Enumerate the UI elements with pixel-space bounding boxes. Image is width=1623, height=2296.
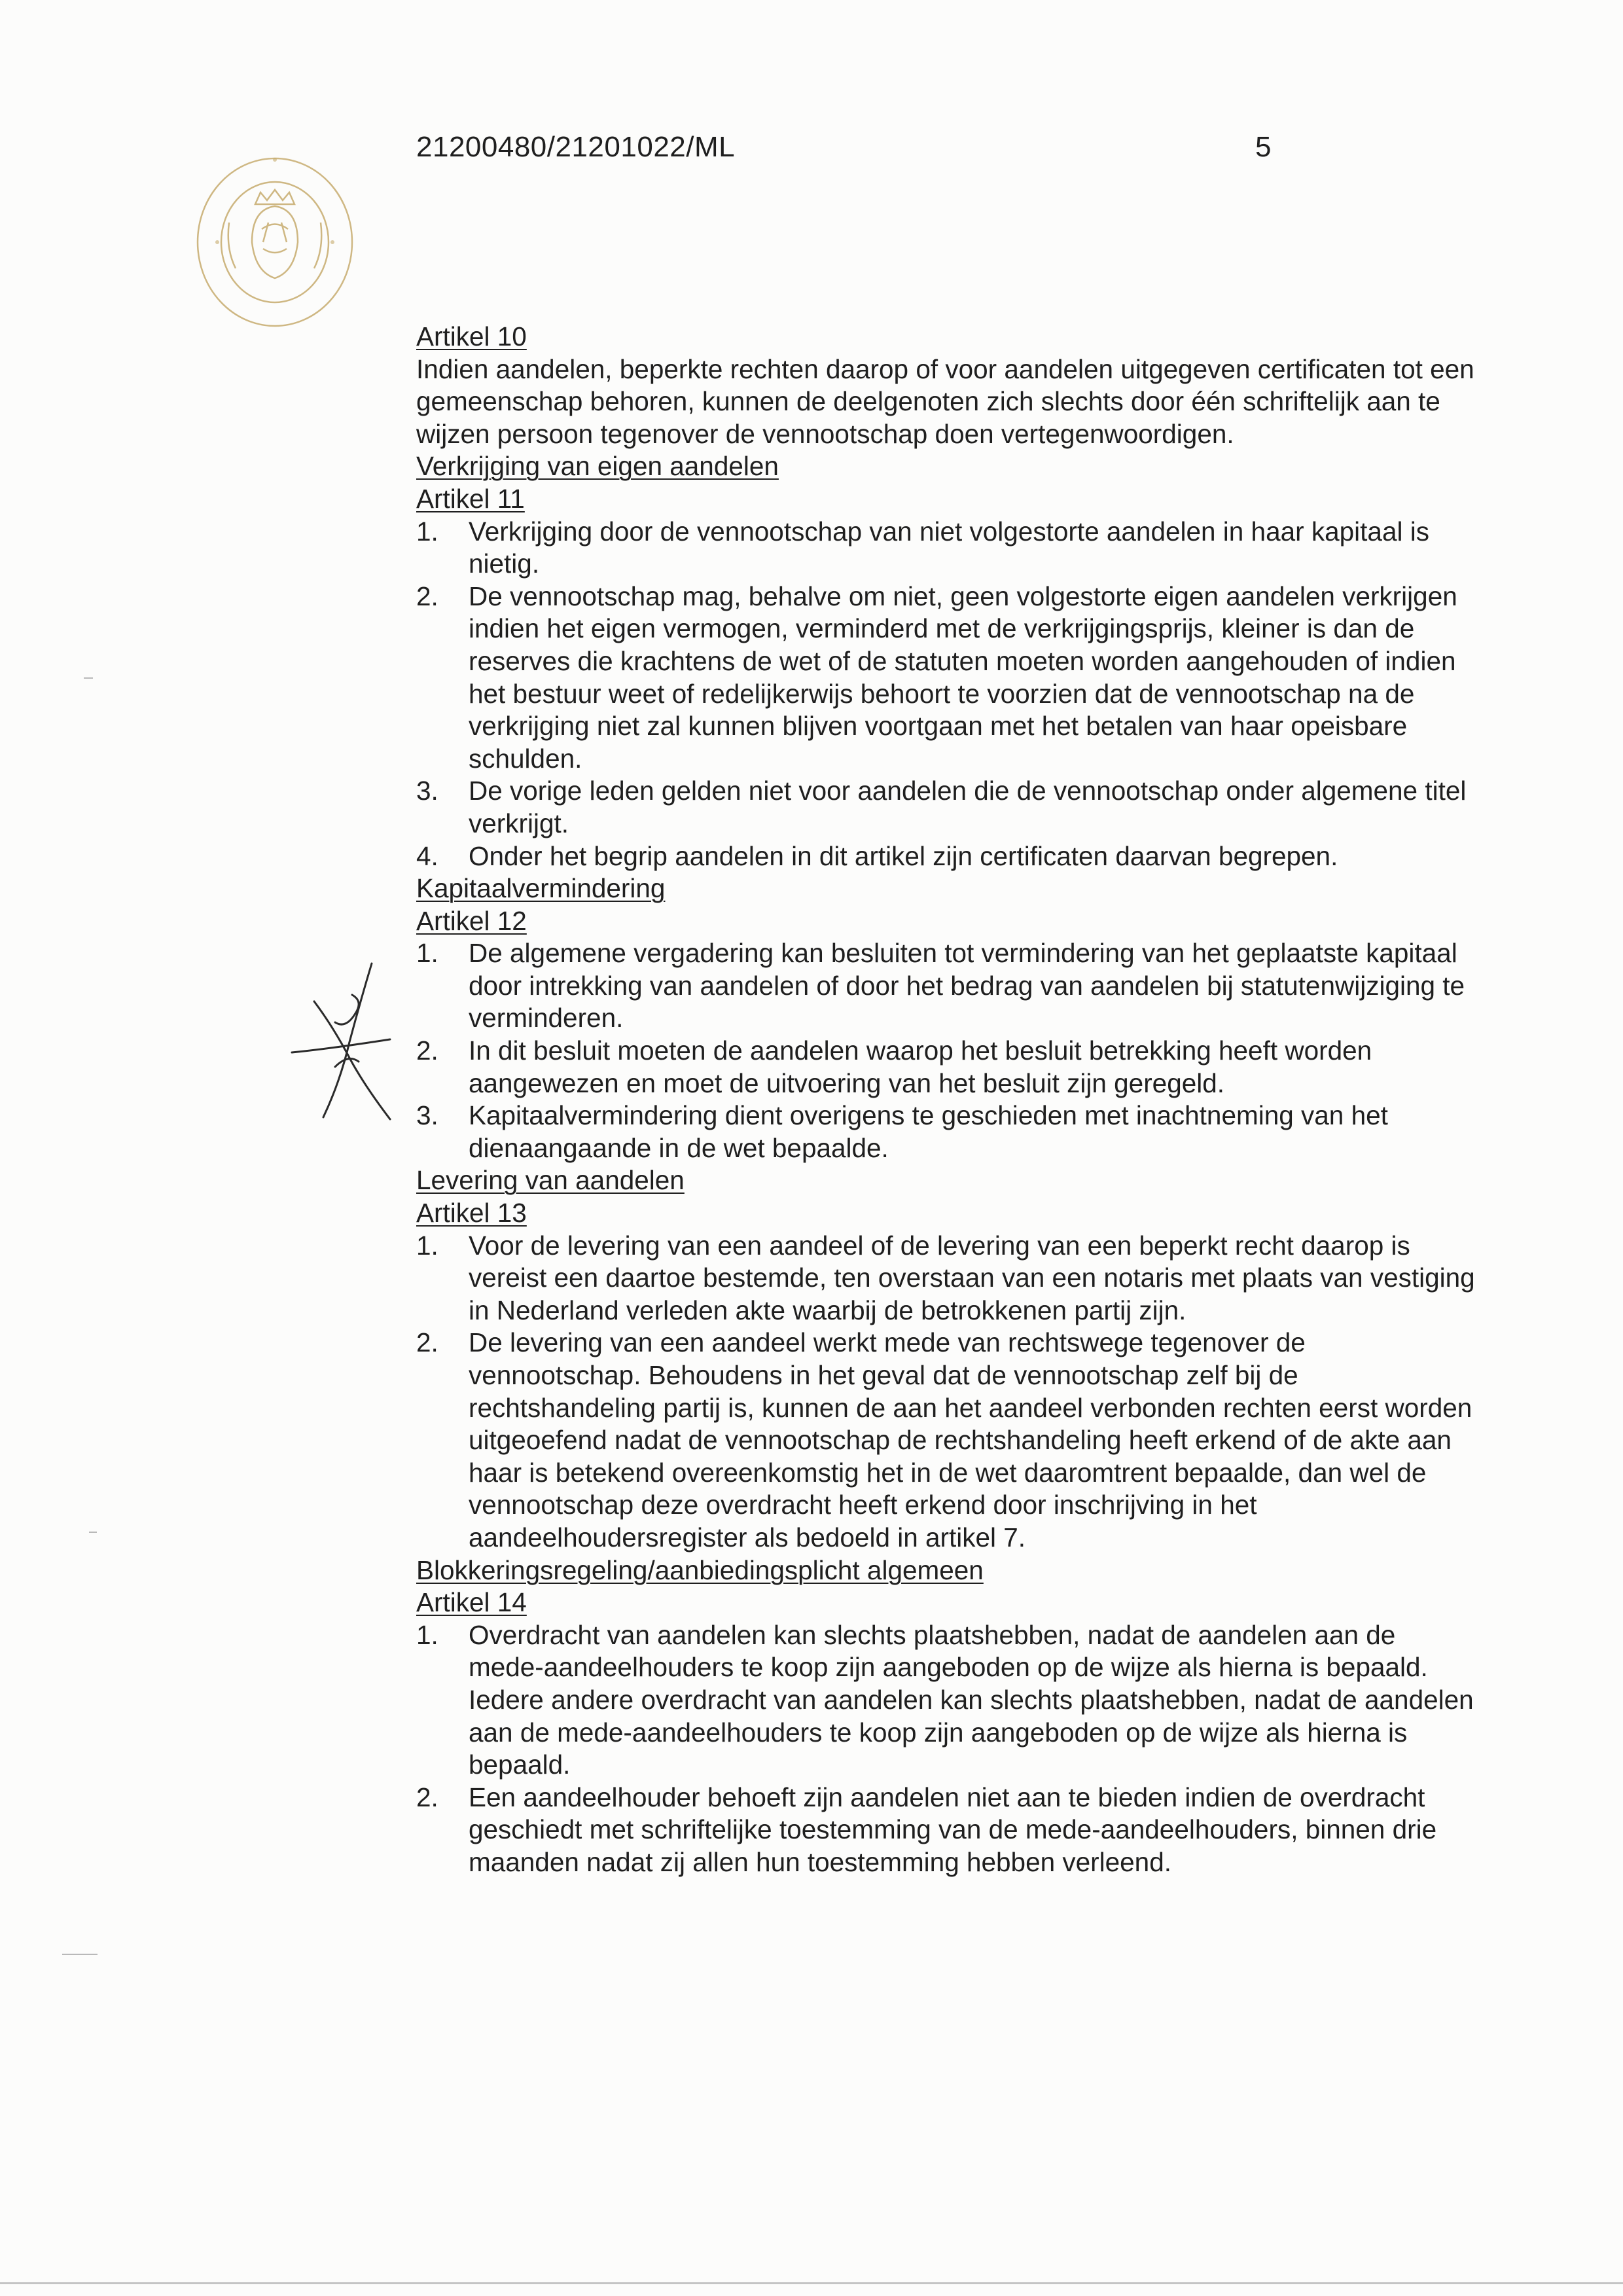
list-item bbox=[416, 1035, 1476, 1100]
page-bottom-edge bbox=[0, 2282, 1623, 2284]
list-item-number: 2. bbox=[416, 1035, 438, 1066]
article-list bbox=[416, 516, 1476, 873]
list-item bbox=[416, 840, 1476, 873]
margin-mark bbox=[84, 677, 93, 679]
list-item-number: 3. bbox=[416, 1100, 438, 1131]
list-item-text: Onder het begrip aandelen in dit artikel zijn certificaten daarvan begrepen. bbox=[469, 840, 1338, 871]
list-item bbox=[416, 1230, 1476, 1327]
list-item bbox=[416, 937, 1476, 1035]
list-item-text-part: Overdracht van aandelen kan slechts plaatshebben, nadat de aandelen aan de mede-aandeelhouders te koop zijn aangeboden op de wijze als hierna is bepaald. bbox=[469, 1619, 1428, 1683]
section-heading: Blokkeringsregeling/aanbiedingsplicht algemeen bbox=[416, 1554, 984, 1585]
list-item-text: Voor de levering van een aandeel of de levering van een beperkt recht daarop is vereist een daartoe bestemde, ten overstaan van een notaris met plaats van vestiging in Nederland verleden akte waarbij de betrokkenen partij zijn. bbox=[469, 1230, 1475, 1325]
list-item-number: 4. bbox=[416, 840, 438, 871]
list-item bbox=[416, 516, 1476, 581]
list-item bbox=[416, 581, 1476, 776]
list-item-text-part: Iedere andere overdracht van aandelen kan slechts plaatshebben, nadat de aandelen aan de mede-aandeelhouders te koop zijn aangeboden op de wijze als hierna is bepaald. bbox=[469, 1684, 1474, 1780]
article-title: Artikel 10 bbox=[416, 321, 527, 351]
list-item-number: 1. bbox=[416, 1230, 438, 1261]
notary-seal-stamp bbox=[190, 144, 360, 340]
list-item-number: 2. bbox=[416, 1782, 438, 1812]
list-item bbox=[416, 775, 1476, 840]
list-item-text: De algemene vergadering kan besluiten tot vermindering van het geplaatste kapitaal door intrekking van aandelen of door het bedrag van aandelen bij statutenwijziging te verminderen. bbox=[469, 938, 1465, 1033]
document-body bbox=[416, 321, 1476, 1879]
document-reference-number: 21200480/21201022/ML bbox=[416, 131, 736, 163]
margin-mark bbox=[89, 1532, 97, 1533]
list-item-text: De vorige leden gelden niet voor aandelen die de vennootschap onder algemene titel verkrijgt. bbox=[469, 776, 1467, 838]
article-list bbox=[416, 1619, 1476, 1879]
list-item-number: 3. bbox=[416, 776, 438, 806]
article-title: Artikel 11 bbox=[416, 483, 525, 514]
list-item-text: Een aandeelhouder behoeft zijn aandelen niet aan te bieden indien de overdracht geschiedt met schriftelijke toestemming van de mede-aandeelhouders, binnen drie maanden nadat zij allen hun toestemming hebben verleend. bbox=[469, 1782, 1437, 1877]
article-paragraph: Indien aandelen, beperkte rechten daarop of voor aandelen uitgegeven certificaten tot een gemeenschap behoren, kunnen de deelgenoten zich slechts door één schriftelijk aan te wijzen persoon tegenover de vennootschap doen vertegenwoordigen. bbox=[416, 353, 1474, 449]
list-item-text: De vennootschap mag, behalve om niet, geen volgestorte eigen aandelen verkrijgen indien het eigen vermogen, verminderd met de verkrijgingsprijs, kleiner is dan de reserves die krachtens de wet of de statuten moeten worden aangehouden of indien het bestuur weet of redelijkerwijs behoort te voorzien dat de vennootschap na de verkrijging niet zal kunnen blijven voortgaan met het betalen van haar opeisbare schulden. bbox=[469, 581, 1457, 774]
list-item-number: 2. bbox=[416, 1327, 438, 1358]
article-list bbox=[416, 1230, 1476, 1554]
page-number: 5 bbox=[1255, 131, 1272, 163]
list-item-text: Verkrijging door de vennootschap van niet volgestorte aandelen in haar kapitaal is nietig. bbox=[469, 516, 1429, 579]
list-item-text: De levering van een aandeel werkt mede van rechtswege tegenover de vennootschap. Behoudens in het geval dat de vennootschap zelf bij de rechtshandeling partij is, kunnen de aan het aandeel verbonden rechten eerst worden uitgeoefend nadat de vennootschap de rechtshandeling heeft erkend of de akte aan haar is betekend overeenkomstig het in de wet daaromtrent bepaalde, dan wel de vennootschap deze overdracht heeft erkend door inschrijving in het aandeelhoudersregister als bedoeld in artikel 7. bbox=[469, 1327, 1472, 1552]
list-item-text: In dit besluit moeten de aandelen waarop het besluit betrekking heeft worden aangewezen en moet de uitvoering van het besluit zijn geregeld. bbox=[469, 1035, 1372, 1098]
list-item bbox=[416, 1619, 1476, 1782]
article-list bbox=[416, 937, 1476, 1164]
list-item-text: Kapitaalvermindering dient overigens te geschieden met inachtneming van het dienaangaande in de wet bepaalde. bbox=[469, 1100, 1388, 1163]
section-heading: Levering van aandelen bbox=[416, 1165, 685, 1196]
list-item-number: 2. bbox=[416, 581, 438, 611]
section-heading: Kapitaalvermindering bbox=[416, 873, 666, 904]
margin-mark bbox=[62, 1954, 98, 1955]
list-item bbox=[416, 1327, 1476, 1554]
list-item-number: 1. bbox=[416, 1619, 438, 1650]
handwritten-paraph-signature bbox=[288, 956, 399, 1126]
list-item-text bbox=[469, 1619, 1476, 1782]
article-title: Artikel 14 bbox=[416, 1587, 527, 1618]
list-item bbox=[416, 1782, 1476, 1879]
article-title: Artikel 13 bbox=[416, 1198, 527, 1229]
list-item bbox=[416, 1100, 1476, 1164]
section-heading: Verkrijging van eigen aandelen bbox=[416, 451, 779, 482]
list-item-number: 1. bbox=[416, 938, 438, 969]
article-title: Artikel 12 bbox=[416, 905, 527, 936]
list-item-number: 1. bbox=[416, 516, 438, 547]
